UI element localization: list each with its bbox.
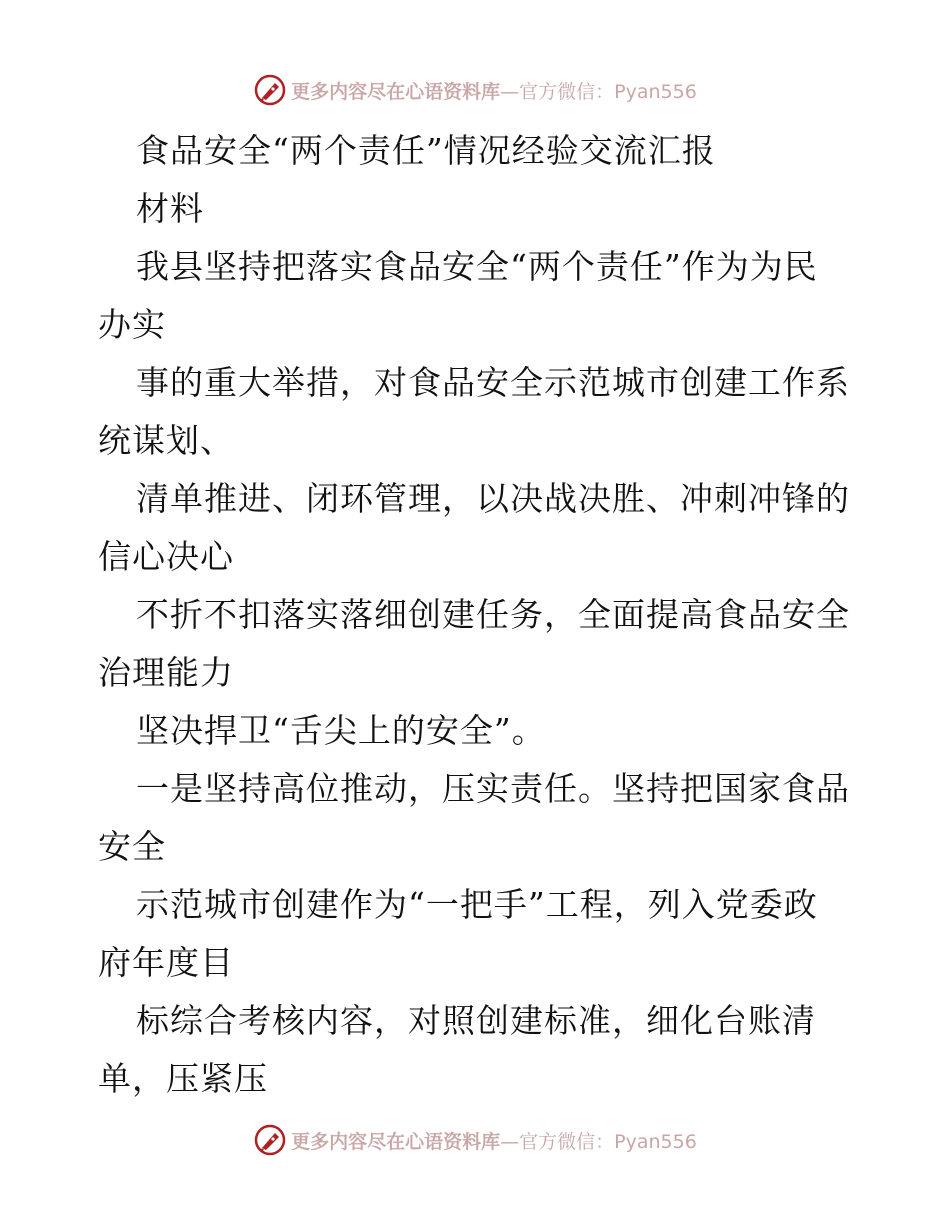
pen-nib-logo-icon [253, 1123, 287, 1157]
header-watermark [0, 70, 950, 110]
paragraph-line: 一是坚持高位推动，压实责任。坚持把国家食品 [136, 769, 850, 808]
paragraph-line: 单，压紧压 [98, 1059, 268, 1098]
paragraph-line: 统谋划、 [98, 421, 234, 460]
pen-nib-logo-icon [253, 73, 287, 107]
watermark-contact-text: —官方微信：Pyan556 [500, 80, 697, 103]
paragraph-line: 治理能力 [98, 653, 234, 692]
doc-title-line: 食品安全“两个责任”情况经验交流汇报 [136, 131, 716, 170]
paragraph-line: 事的重大举措，对食品安全示范城市创建工作系 [136, 363, 850, 402]
paragraph-line: 我县坚持把落实食品安全“两个责任”作为为民 [136, 247, 818, 286]
paragraph-line: 府年度目 [98, 943, 234, 982]
watermark-promo-text: 更多内容尽在心语资料库 [291, 80, 501, 103]
doc-title-line: 材料 [136, 189, 204, 228]
paragraph-line: 标综合考核内容，对照创建标准，细化台账清 [136, 1001, 816, 1040]
watermark-promo-text: 更多内容尽在心语资料库 [291, 1130, 501, 1153]
paragraph-line: 安全 [98, 827, 166, 866]
paragraph-line: 不折不扣落实落细创建任务，全面提高食品安全 [136, 595, 850, 634]
paragraph-line: 信心决心 [98, 537, 234, 576]
paragraph-line: 示范城市创建作为“一把手”工程，列入党委政 [136, 885, 818, 924]
paragraph-line: 清单推进、闭环管理，以决战决胜、冲刺冲锋的 [136, 479, 850, 518]
paragraph-line: 办实 [98, 305, 166, 344]
paragraph-line: 坚决捍卫“舌尖上的安全”。 [136, 711, 546, 750]
document-body [98, 122, 868, 1108]
footer-watermark [0, 1120, 950, 1160]
watermark-contact-text: —官方微信：Pyan556 [500, 1130, 697, 1153]
